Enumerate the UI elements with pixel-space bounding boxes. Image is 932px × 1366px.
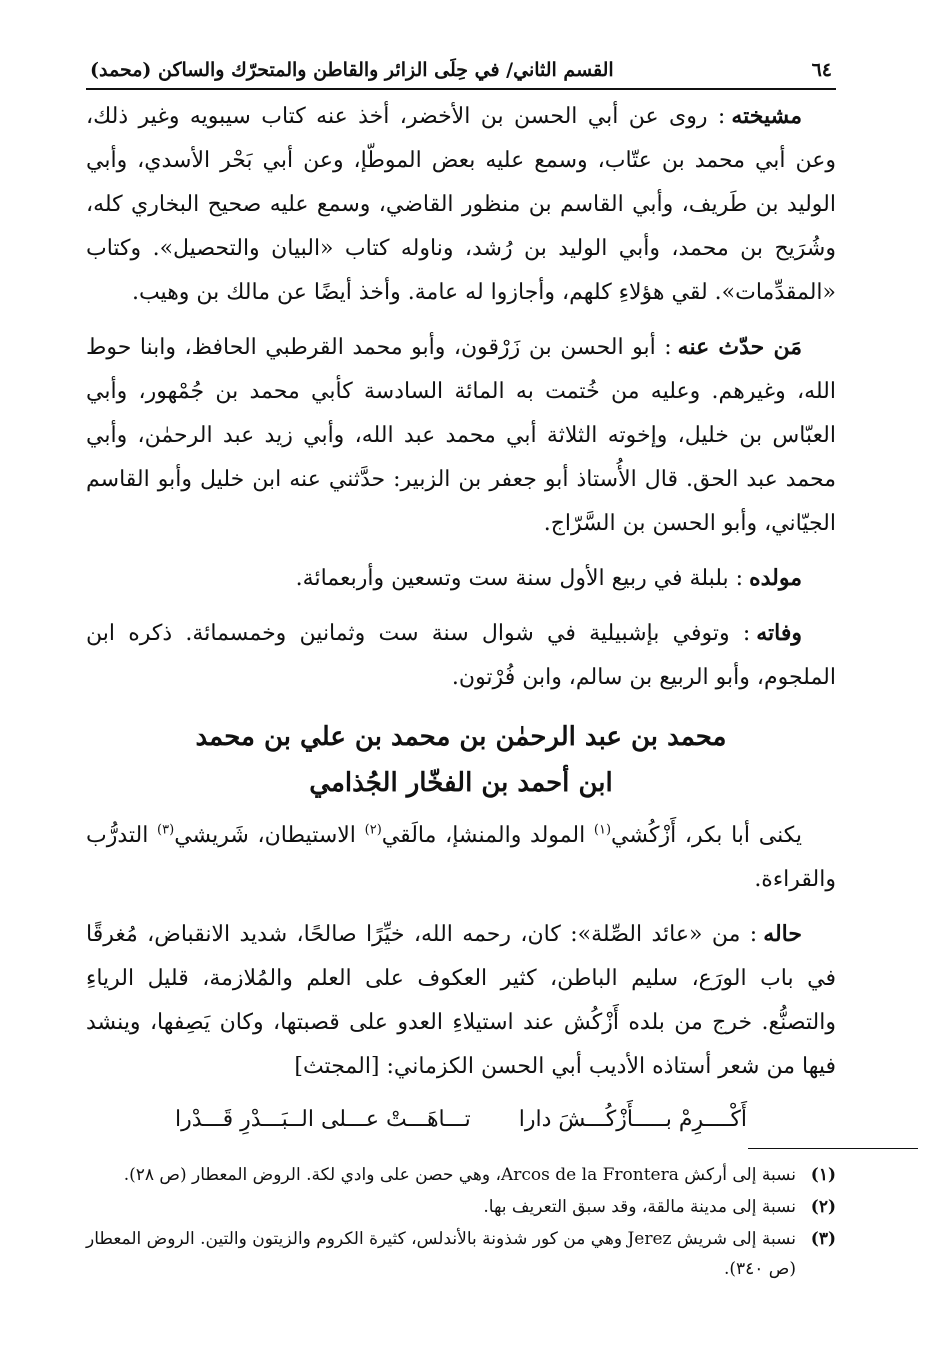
footnote-text: نسبة إلى أركش Arcos de la Frontera، وهي حصن على وادي لكة. الروض المعطار (ص ٢٨). [123,1165,796,1185]
death-paragraph [86,611,836,700]
footnote [86,1224,836,1284]
mashyakha-paragraph [86,94,836,315]
birth-text: : بلبلة في ربيع الأول سنة ست وتسعين وأربعمائة. [295,566,744,591]
birth-paragraph [86,556,836,601]
footnote [86,1160,836,1190]
footnote-number: (٢) [810,1197,836,1217]
death-text: : وتوفي بإشبيلية في شوال سنة ست وثمانين وخمسمائة. ذكره ابن الملجوم، وأبو الربيع بن سالم، وابن فُرْتون. [86,621,836,690]
kunya-part1: يكنى أبا بكر، أَزْكُشي [611,823,802,848]
poem-verse [86,1095,836,1145]
biography-label: حاله [763,921,802,947]
kunya-part4: التدرُّب والقراءة. [86,823,836,892]
mashyakha-label: مشيخته [731,103,802,129]
footnote-text: نسبة إلى شريش Jerez وهي من كور شذونة بالأندلس، كثيرة الكروم والزيتون والتين. الروض المعطار (ص ٣٤٠). [86,1229,796,1279]
narrators-text: : أبو الحسن بن زَرْقون، وأبو محمد القرطبي الحافظ، وابنا حوط الله، وغيرهم. وعليه من خُتمت به المائة السادسة كأبي محمد بن جُمْهور، وأبي العبّاس بن خليل، وإخوته الثلاثة أبي محمد عبد الله، وأبي زيد عبد الرحمٰن، وأبي محمد عبد الحق. قال الأُستاذ أبو جعفر بن الزبير: حدَّثني عنه ابن خليل وأبو القاسم الجيّاني، وأبو الحسن بن السَّرّاج. [86,335,836,536]
running-title: القسم الثاني/ في حِلَى الزائر والقاطن والمتحرّك والساكن (محمد) [90,59,614,81]
running-header [86,56,836,88]
kunya-part3: الاستيطان، شَريشي [174,823,365,848]
footnote-rule [748,1148,918,1149]
biography-paragraph [86,912,836,1089]
page-number: ٦٤ [811,59,832,81]
kunya-paragraph [86,814,836,902]
entry-heading [86,714,836,806]
footnote-ref-2: (٢) [364,822,382,838]
header-rule [86,88,836,90]
footnote-ref-1: (١) [593,822,612,838]
biography-text: : من «عائد الصِّلة»: كان، رحمه الله، خيِّرًا صالحًا، شديد الانقباض، مُغرقًا في باب الورَع، سليم الباطن، كثير العكوف على العلم والمُلازمة، قليل الرياءِ والتصنُّع. خرج من بلده أَزْكُش عند استيلاءِ العدو على قصبتها، وكان يَصِفها، وينشد فيها من شعر أستاذه الأديب أبي الحسن الكزماني: [المجتث] [86,922,836,1079]
verse-hemistich-2: تـــاهَـــتْ عـــلى الــبَـــدْرِ قَـــدْرا [174,1107,471,1132]
book-page [86,56,836,1145]
narrators-label: مَن حدّث عنه [677,334,802,360]
footnote-number: (١) [810,1165,836,1185]
footnote-text: نسبة إلى مدينة مالقة، وقد سبق التعريف بها. [483,1197,796,1217]
entry-heading-line2: ابن أحمد بن الفخّار الجُذامي [309,768,613,798]
verse-hemistich-1: أَكْــــرِمْ بـــــأَزْكُـــشَ دارا [518,1107,748,1132]
footnote-number: (٣) [810,1229,836,1249]
footnote [86,1192,836,1222]
death-label: وفاته [756,620,802,646]
footnotes [86,1160,836,1286]
narrators-paragraph [86,325,836,546]
birth-label: مولده [749,565,802,591]
entry-heading-line1: محمد بن عبد الرحمٰن بن محمد بن علي بن محمد [195,722,727,752]
kunya-part2: المولد والمنشإ، مالَقي [381,823,594,848]
footnote-ref-3: (٣) [157,822,175,838]
mashyakha-text: : روى عن أبي الحسن بن الأخضر، أخذ عنه كتاب سيبويه وغير ذلك، وعن أبي محمد بن عتّاب، وسمع عليه بعض الموطّإ، وعن أبي بَحْر الأسدي، وأبي الوليد بن طَريف، وأبي القاسم بن منظور القاضي، وسمع عليه صحيح البخاري كله، وشُرَيح بن محمد، وأبي الوليد بن رُشد، وناوله كتاب «البيان والتحصيل». وكتاب «المقدِّمات». لقي هؤلاءِ كلهم، وأجازوا له عامة. وأخذ أيضًا عن مالك بن وهيب. [86,104,836,305]
